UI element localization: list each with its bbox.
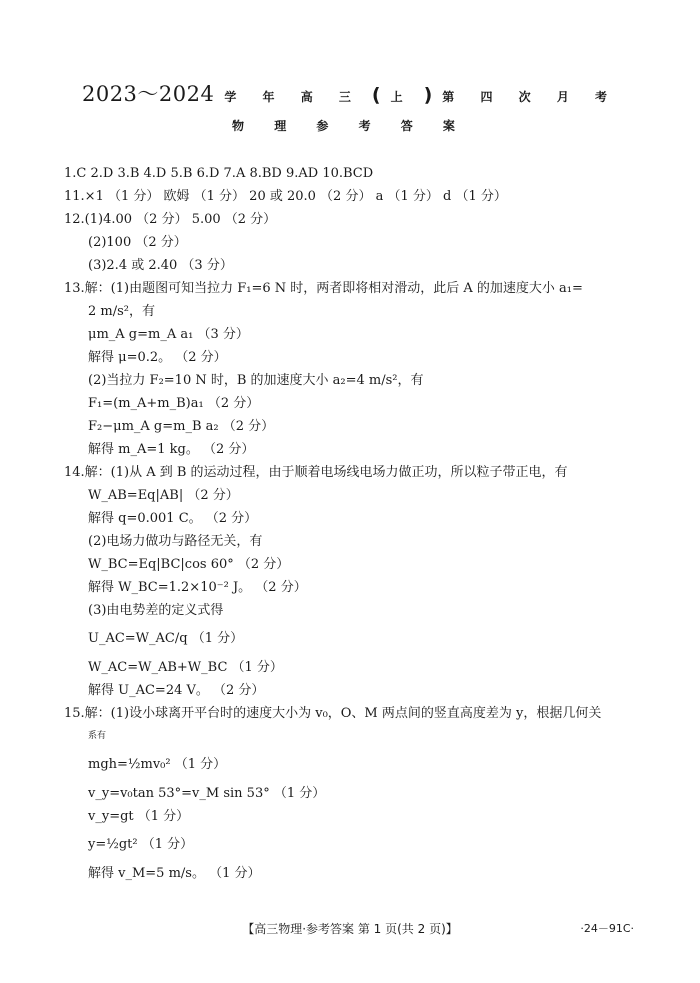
page-subtitle: 物 理 参 考 答 案 — [232, 119, 468, 133]
answer-line: 15.解：(1)设小球离开平台时的速度大小为 v₀，O、M 两点间的竖直高度差为 y，根据几何关 — [64, 706, 602, 721]
title-semester: 上 — [390, 90, 414, 104]
answer-line: W_AC=W_AB+W_BC （1 分） — [88, 660, 283, 675]
answer-line: μm_A g=m_A a₁ （3 分） — [88, 327, 249, 342]
answer-line: 解得 v_M=5 m/s。 （1 分） — [88, 866, 261, 881]
title-school-year: 学 年 高 三 — [224, 90, 362, 104]
document-code: ·24－91C· — [580, 922, 634, 935]
title-exam-name: 第 四 次 月 考 — [442, 90, 619, 104]
answer-line: (2)电场力做功与路径无关，有 — [88, 534, 263, 549]
page-footer: 【高三物理·参考答案 第 1 页(共 2 页)】 — [242, 922, 458, 936]
title-paren-close: ) — [423, 84, 433, 106]
answer-line: 11.×1 （1 分） 欧姆 （1 分） 20 或 20.0 （2 分） a （1 分） d （1 分） — [64, 189, 507, 204]
answer-line: W_BC=Eq|BC|cos 60° （2 分） — [88, 557, 290, 572]
answer-line: v_y=gt （1 分） — [88, 809, 190, 824]
title-year: 2023～2024 — [81, 82, 215, 106]
answer-line: F₂−μm_A g=m_B a₂ （2 分） — [88, 419, 275, 434]
answer-line: 解得 m_A=1 kg。 （2 分） — [88, 442, 255, 457]
answer-line: y=½gt² （1 分） — [88, 837, 194, 852]
answer-line: 解得 U_AC=24 V。 （2 分） — [88, 683, 265, 698]
answer-line: W_AB=Eq|AB| （2 分） — [88, 488, 239, 503]
answer-line: 解得 μ=0.2。 （2 分） — [88, 350, 227, 365]
answer-line: mgh=½mv₀² （1 分） — [88, 757, 227, 772]
answer-line: 解得 W_BC=1.2×10⁻² J。 （2 分） — [88, 580, 307, 595]
answer-line: 1.C 2.D 3.B 4.D 5.B 6.D 7.A 8.BD 9.AD 10.BCD — [64, 166, 374, 181]
answer-line: 2 m/s²，有 — [88, 304, 155, 319]
answer-line: (2)100 （2 分） — [88, 235, 187, 250]
page-title — [0, 78, 700, 108]
answer-line: (3)2.4 或 2.40 （3 分） — [88, 258, 233, 273]
answer-line: 系有 — [88, 731, 107, 741]
answer-line: 13.解：(1)由题图可知当拉力 F₁=6 N 时，两者即将相对滑动，此后 A 的加速度大小 a₁= — [64, 281, 583, 296]
answer-line: 12.(1)4.00 （2 分） 5.00 （2 分） — [64, 212, 277, 227]
answer-line: U_AC=W_AC/q （1 分） — [88, 631, 244, 646]
answer-line: 14.解：(1)从 A 到 B 的运动过程，由于顺着电场线电场力做正功，所以粒子带正电，有 — [64, 465, 568, 480]
answer-line: v_y=v₀tan 53°=v_M sin 53° （1 分） — [88, 786, 326, 801]
answer-line: (2)当拉力 F₂=10 N 时，B 的加速度大小 a₂=4 m/s²，有 — [88, 373, 424, 388]
answer-line: (3)由电势差的定义式得 — [88, 603, 224, 618]
answer-line: 解得 q=0.001 C。 （2 分） — [88, 511, 258, 526]
title-paren-open: ( — [371, 84, 381, 106]
answer-line: F₁=(m_A+m_B)a₁ （2 分） — [88, 396, 260, 411]
answer-body — [64, 162, 644, 885]
